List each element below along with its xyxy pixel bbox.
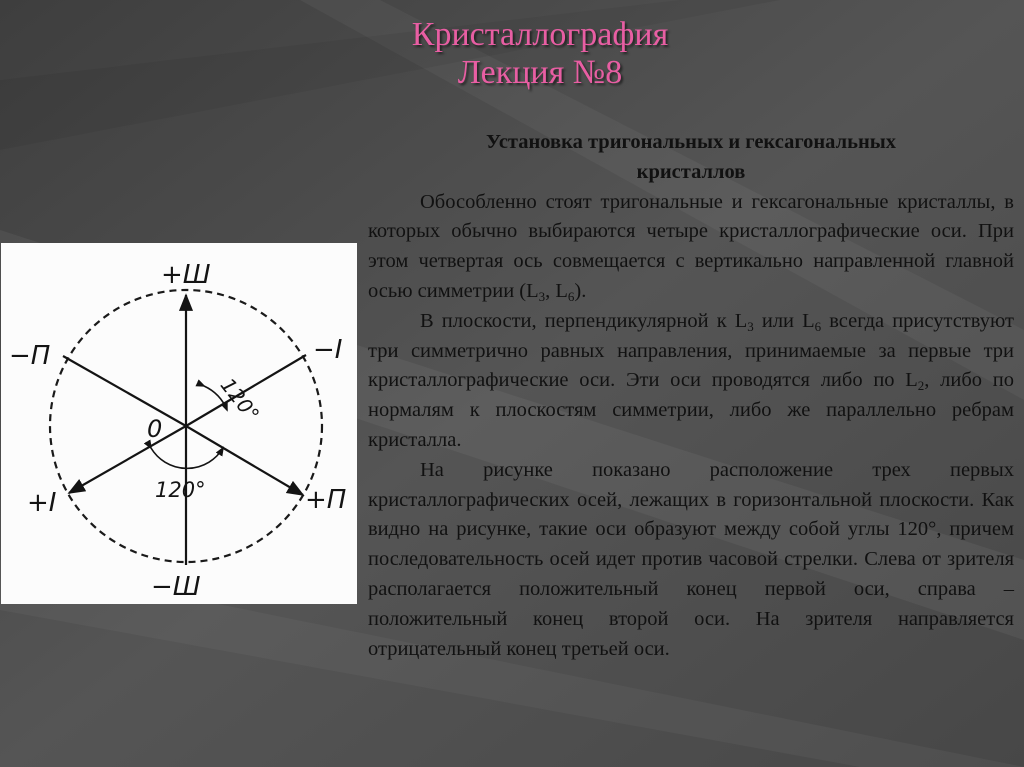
label-plus-two: +П (305, 485, 347, 515)
title-line-1: Кристаллография (411, 16, 669, 53)
para1-mid: , L (545, 279, 568, 302)
para1-sub-1: 3 (538, 288, 546, 304)
heading-line-1: Установка тригональных и гексагональных (485, 131, 897, 153)
crystal-axes-figure (1, 243, 357, 604)
label-minus-one: −I (313, 335, 343, 365)
para3-text: На рисунке показано расположение трех первых кристаллографических осей, лежащих в горизонтальной плоскости. Как видно на рисунке, такие оси образуют между собой углы 120°, причем последовательность осей идет против часовой стрелки. Слева от зрителя располагается положительный конец первой оси, справа – положительный конец второй оси. На зрителя направляется отрицательный конец третьей оси. (368, 458, 1014, 660)
slide-title (300, 16, 780, 92)
para2-text: В плоскости, перпендикулярной к L (420, 309, 748, 332)
label-minus-two: −П (9, 341, 51, 371)
paragraph-1 (368, 188, 1014, 307)
label-angle-top: 120° (215, 373, 265, 427)
heading-line-2: кристаллов (636, 160, 746, 183)
label-minus-three: −Ш (151, 572, 201, 602)
para2-sub-2: 6 (814, 318, 822, 334)
label-angle-bottom: 120° (155, 478, 206, 502)
paragraph-2 (368, 307, 1014, 456)
label-origin: 0 (147, 415, 163, 443)
para1-sub-2: 6 (567, 288, 575, 304)
label-plus-one: +I (27, 488, 57, 518)
axis-two-negative (63, 356, 186, 426)
lecture-text (368, 128, 1014, 664)
para1-end: ). (574, 279, 587, 302)
paragraph-3 (368, 456, 1014, 665)
label-plus-three: +Ш (161, 260, 211, 290)
axes-diagram (1, 243, 357, 604)
para2-sub-3: 2 (917, 378, 925, 394)
para2-mid-2: всегда присутствуют три симметрично равных направления, принимаемые за первые три кристаллографические оси. Эти оси проводятся либо по L (368, 309, 1014, 392)
section-heading (368, 128, 1014, 188)
para2-mid-1: или L (753, 309, 815, 332)
para2-sub-1: 3 (747, 318, 754, 334)
title-line-2: Лекция №8 (457, 54, 623, 91)
para2-end: , либо по нормалям к плоскостям симметрии, либо же параллельно ребрам кристалла. (368, 369, 1014, 451)
para1-text: Обособленно стоят тригональные и гексагональные кристаллы, в которых обычно выбираются четыре кристаллографические оси. При этом четвертая ось совмещается с вертикально направленной главной осью симметрии (L (368, 190, 1014, 302)
